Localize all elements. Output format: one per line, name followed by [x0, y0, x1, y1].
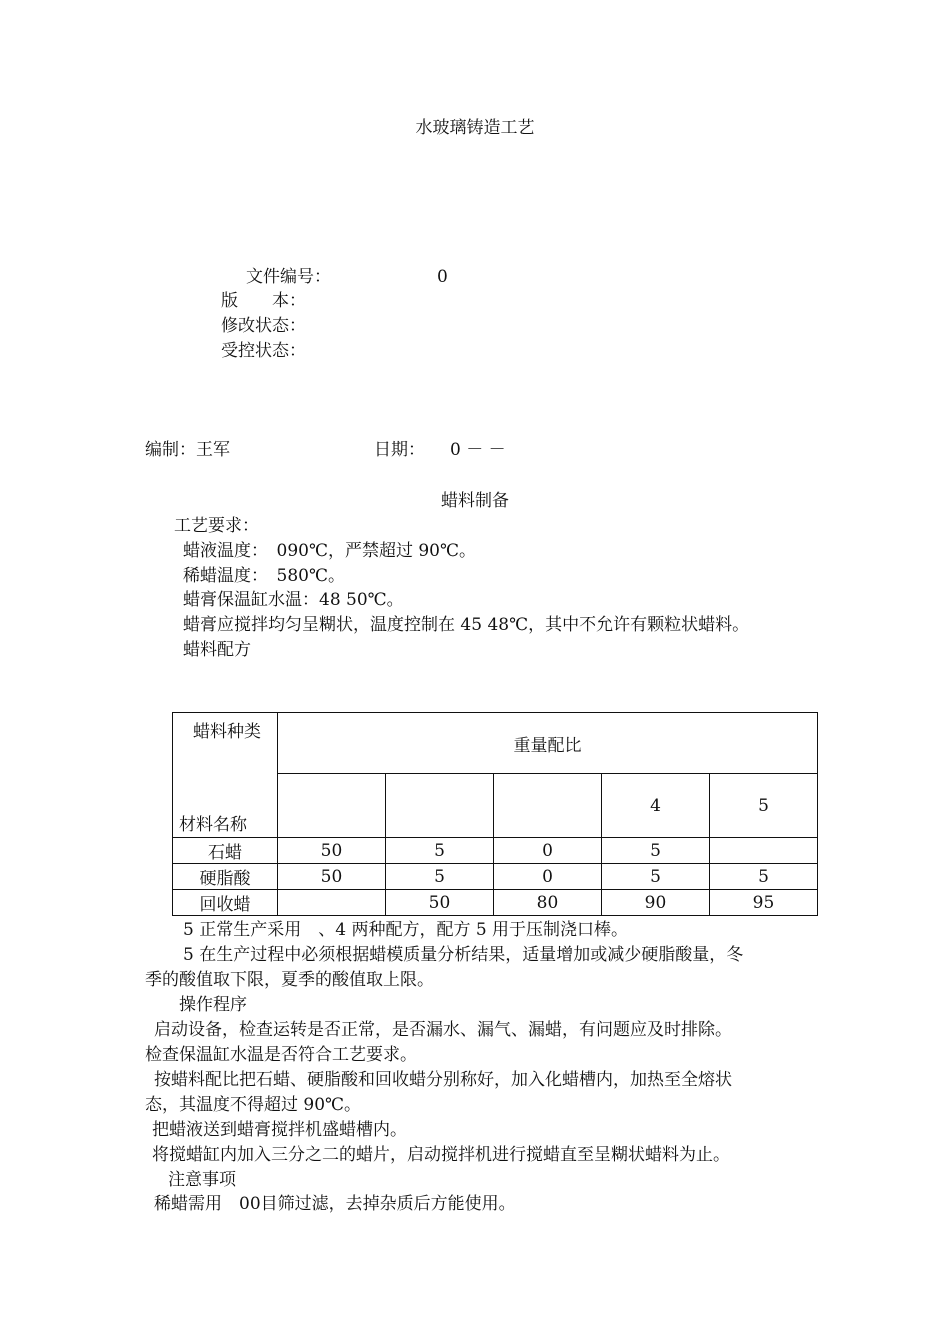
table-corner-header — [173, 713, 278, 838]
procedure-line: 启动设备，检查运转是否正常，是否漏水、漏气、漏蜡，有问题应及时排除。 — [154, 1020, 732, 1040]
procedure-line: 态，其温度不得超过 90℃。 — [145, 1095, 362, 1115]
procedure-line: 检查保温缸水温是否符合工艺要求。 — [145, 1045, 417, 1065]
ratio-cell: 50 — [386, 890, 494, 916]
formula-col-header — [386, 774, 494, 838]
ratio-cell: 5 — [386, 864, 494, 890]
ratio-cell: 80 — [494, 890, 602, 916]
compiled-by: 编制：王军 — [145, 440, 230, 460]
ratio-cell: 95 — [710, 890, 818, 916]
ratio-cell: 5 — [602, 864, 710, 890]
corner-bottom-label: 材料名称 — [179, 815, 247, 835]
requirements-heading: 工艺要求： — [174, 516, 259, 536]
cautions-heading: 注意事项 — [168, 1170, 236, 1190]
table-row — [173, 864, 818, 890]
ratio-cell: 0 — [494, 838, 602, 864]
requirement-line: 稀蜡温度： 580℃。 — [183, 566, 345, 586]
ratio-cell: 5 — [386, 838, 494, 864]
formula-col-header: 4 — [602, 774, 710, 838]
version-label: 版 本： — [221, 291, 306, 311]
document-title: 水玻璃铸造工艺 — [415, 118, 535, 138]
date-value: 0 － － — [450, 440, 506, 460]
ratio-cell: 0 — [494, 864, 602, 890]
requirement-line: 蜡膏应搅拌均匀呈糊状，温度控制在 45 48℃，其中不允许有颗粒状蜡料。 — [183, 615, 750, 635]
table-row — [173, 890, 818, 916]
requirement-line: 蜡液温度： 090℃，严禁超过 90℃。 — [183, 541, 477, 561]
table-row — [173, 838, 818, 864]
ratio-cell — [710, 838, 818, 864]
ratio-cell — [278, 890, 386, 916]
formula-col-header — [278, 774, 386, 838]
revision-status-label: 修改状态： — [221, 316, 306, 336]
procedure-line: 将搅蜡缸内加入三分之二的蜡片，启动搅拌机进行搅蜡直至呈糊状蜡料为止。 — [152, 1145, 730, 1165]
ratio-cell: 5 — [602, 838, 710, 864]
caution-line: 稀蜡需用 00目筛过滤，去掉杂质后方能使用。 — [154, 1194, 516, 1214]
note-line: 5 在生产过程中必须根据蜡模质量分析结果，适量增加或减少硬脂酸量，冬 — [183, 945, 744, 965]
material-name: 回收蜡 — [173, 890, 278, 916]
note-line: 季的酸值取下限，夏季的酸值取上限。 — [145, 970, 434, 990]
material-name: 石蜡 — [173, 838, 278, 864]
ratio-cell: 50 — [278, 864, 386, 890]
file-number-value: 0 — [437, 267, 448, 287]
control-status-label: 受控状态： — [221, 341, 306, 361]
file-number-label: 文件编号： — [246, 267, 331, 287]
requirement-line: 蜡料配方 — [183, 640, 251, 660]
material-name: 硬脂酸 — [173, 864, 278, 890]
section-title: 蜡料制备 — [441, 491, 509, 511]
note-line: 5 正常生产采用 、4 两种配方，配方 5 用于压制浇口棒。 — [183, 920, 629, 940]
formula-col-header — [494, 774, 602, 838]
ratio-cell: 90 — [602, 890, 710, 916]
formula-col-header: 5 — [710, 774, 818, 838]
date-label: 日期： — [374, 440, 425, 460]
corner-top-label: 蜡料种类 — [193, 722, 261, 742]
procedure-line: 把蜡液送到蜡膏搅拌机盛蜡槽内。 — [152, 1120, 407, 1140]
ratio-cell: 50 — [278, 838, 386, 864]
weight-ratio-header: 重量配比 — [278, 713, 818, 774]
ratio-cell: 5 — [710, 864, 818, 890]
procedure-line: 按蜡料配比把石蜡、硬脂酸和回收蜡分别称好，加入化蜡槽内，加热至全熔状 — [154, 1070, 732, 1090]
procedure-heading: 操作程序 — [179, 995, 247, 1015]
requirement-line: 蜡膏保温缸水温：48 50℃。 — [183, 590, 404, 610]
wax-formula-table — [172, 712, 818, 916]
